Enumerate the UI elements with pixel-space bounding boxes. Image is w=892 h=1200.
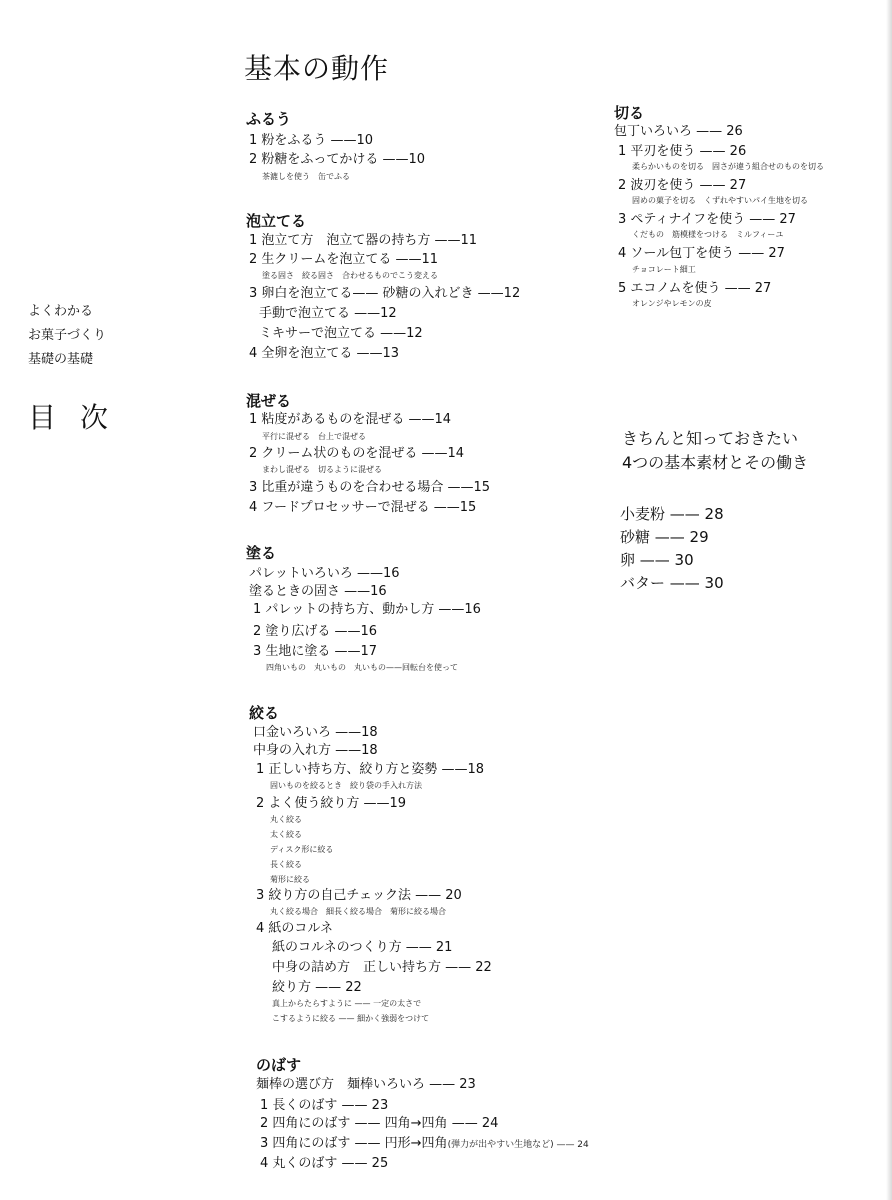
page-edge-shadow bbox=[886, 0, 892, 1200]
series-line-1: よくわかる bbox=[28, 304, 94, 319]
toc-entry: 3 卵白を泡立てる—— 砂糖の入れどき ——12 bbox=[249, 286, 521, 301]
toc-subnote: 真上からたらすように —— 一定の太さで bbox=[272, 999, 422, 1008]
toc-entry: 1 泡立て方 泡立て器の持ち方 ——11 bbox=[249, 233, 478, 248]
materials-title-line-2: 4つの基本素材とその働き bbox=[622, 453, 809, 472]
toc-entry: 4 紙のコルネ bbox=[256, 921, 334, 936]
toc-entry: 1 正しい持ち方、絞り方と姿勢 ——18 bbox=[256, 762, 485, 777]
contents-label: 目次 bbox=[28, 401, 133, 434]
toc-entry: 包丁いろいろ —— 26 bbox=[614, 124, 743, 139]
toc-entry: 3 絞り方の自己チェック法 —— 20 bbox=[256, 888, 462, 903]
toc-entry: 2 クリーム状のものを混ぜる ——14 bbox=[249, 446, 465, 461]
toc-subnote: 柔らかいものを切る 固さが違う組合せのものを切る bbox=[632, 162, 824, 171]
toc-entry-main: 3 四角にのばす —— 円形→四角 bbox=[260, 1136, 448, 1151]
toc-entry: 1 長くのばす —— 23 bbox=[260, 1098, 389, 1113]
toc-entry: 中身の詰め方 正しい持ち方 —— 22 bbox=[272, 960, 492, 975]
toc-subnote: 平行に混ぜる 台上で混ぜる bbox=[262, 432, 366, 441]
section-heading-mazeru: 混ぜる bbox=[246, 392, 292, 410]
toc-entry: ミキサーで泡立てる ——12 bbox=[259, 326, 423, 341]
toc-subnote: チョコレート細工 bbox=[632, 265, 696, 274]
toc-entry: 口金いろいろ ——18 bbox=[253, 725, 378, 740]
toc-subnote: 菊形に絞る bbox=[270, 875, 310, 884]
toc-subnote: まわし混ぜる 切るように混ぜる bbox=[262, 465, 382, 474]
toc-entry: 1 パレットの持ち方、動かし方 ——16 bbox=[253, 602, 481, 617]
section-heading-awadateru: 泡立てる bbox=[246, 212, 307, 230]
toc-entry: 5 エコノムを使う —— 27 bbox=[618, 281, 772, 296]
toc-subnote: 固いものを絞るとき 絞り袋の手入れ方法 bbox=[270, 781, 422, 790]
toc-subnote: オレンジやレモンの皮 bbox=[632, 299, 712, 308]
toc-entry: 3 ペティナイフを使う —— 27 bbox=[618, 212, 796, 227]
toc-entry: 2 粉糖をふってかける ——10 bbox=[249, 152, 426, 167]
toc-entry: 3 比重が違うものを合わせる場合 ——15 bbox=[249, 480, 491, 495]
toc-subnote: 太く絞る bbox=[270, 830, 302, 839]
toc-entry: 1 平刃を使う —— 26 bbox=[618, 144, 747, 159]
toc-entry: パレットいろいろ ——16 bbox=[249, 566, 400, 581]
toc-subnote: 長く絞る bbox=[270, 860, 302, 869]
toc-entry: 紙のコルネのつくり方 —— 21 bbox=[272, 940, 453, 955]
toc-entry: 4 全卵を泡立てる ——13 bbox=[249, 346, 400, 361]
material-item: バター —— 30 bbox=[620, 574, 724, 592]
material-item: 砂糖 —— 29 bbox=[620, 528, 709, 546]
material-item: 小麦粉 —— 28 bbox=[620, 505, 724, 523]
page-title: 基本の動作 bbox=[244, 52, 390, 85]
toc-subnote: 茶漉しを使う 缶でふる bbox=[262, 172, 350, 181]
toc-entry: 4 ソール包丁を使う —— 27 bbox=[618, 246, 785, 261]
toc-subnote: 丸く絞る bbox=[270, 815, 302, 824]
toc-entry-note: (弾力が出やすい生地など) —— 24 bbox=[447, 1140, 589, 1150]
toc-entry: 手動で泡立てる ——12 bbox=[259, 306, 397, 321]
toc-entry: 絞り方 —— 22 bbox=[272, 980, 362, 995]
toc-entry: 4 丸くのばす —— 25 bbox=[260, 1156, 389, 1171]
section-heading-nuru: 塗る bbox=[246, 544, 277, 562]
section-heading-shiboru: 絞る bbox=[249, 704, 280, 722]
toc-entry: 麺棒の選び方 麺棒いろいろ —— 23 bbox=[256, 1077, 476, 1092]
toc-subnote: こするように絞る —— 細かく強弱をつけて bbox=[272, 1014, 430, 1023]
toc-entry: 2 四角にのばす —— 四角→四角 —— 24 bbox=[260, 1116, 499, 1131]
toc-entry bbox=[260, 1136, 589, 1152]
toc-entry: 2 塗り広げる ——16 bbox=[253, 624, 378, 639]
toc-entry: 2 波刃を使う —— 27 bbox=[618, 178, 747, 193]
toc-subnote: 丸く絞る場合 細長く絞る場合 菊形に絞る場合 bbox=[270, 907, 446, 916]
toc-entry: 4 フードプロセッサーで混ぜる ——15 bbox=[249, 500, 477, 515]
toc-entry: 1 粘度があるものを混ぜる ——14 bbox=[249, 412, 452, 427]
section-heading-furuu: ふるう bbox=[246, 110, 292, 128]
toc-subnote: 四角いもの 丸いもの 丸いもの——回転台を使って bbox=[266, 663, 458, 672]
material-item: 卵 —— 30 bbox=[620, 551, 694, 569]
section-heading-kiru: 切る bbox=[614, 104, 645, 122]
toc-subnote: ディスク形に絞る bbox=[270, 845, 334, 854]
toc-entry: 2 よく使う絞り方 ——19 bbox=[256, 796, 407, 811]
toc-entry: 3 生地に塗る ——17 bbox=[253, 644, 378, 659]
toc-subnote: 固めの菓子を切る くずれやすいパイ生地を切る bbox=[632, 196, 808, 205]
toc-entry: 2 生クリームを泡立てる ——11 bbox=[249, 252, 439, 267]
series-line-2: お菓子づくり bbox=[28, 328, 107, 343]
toc-entry: 1 粉をふるう ——10 bbox=[249, 133, 374, 148]
materials-title-line-1: きちんと知っておきたい bbox=[622, 429, 799, 448]
toc-entry: 塗るときの固さ ——16 bbox=[249, 584, 387, 599]
section-heading-nobasu: のばす bbox=[256, 1056, 302, 1074]
toc-entry: 中身の入れ方 ——18 bbox=[253, 743, 378, 758]
toc-subnote: くだもの 筋模様をつける ミルフィーユ bbox=[632, 230, 784, 239]
toc-subnote: 塗る固さ 絞る固さ 合わせるものでこう変える bbox=[262, 271, 438, 280]
series-line-3: 基礎の基礎 bbox=[28, 352, 94, 367]
